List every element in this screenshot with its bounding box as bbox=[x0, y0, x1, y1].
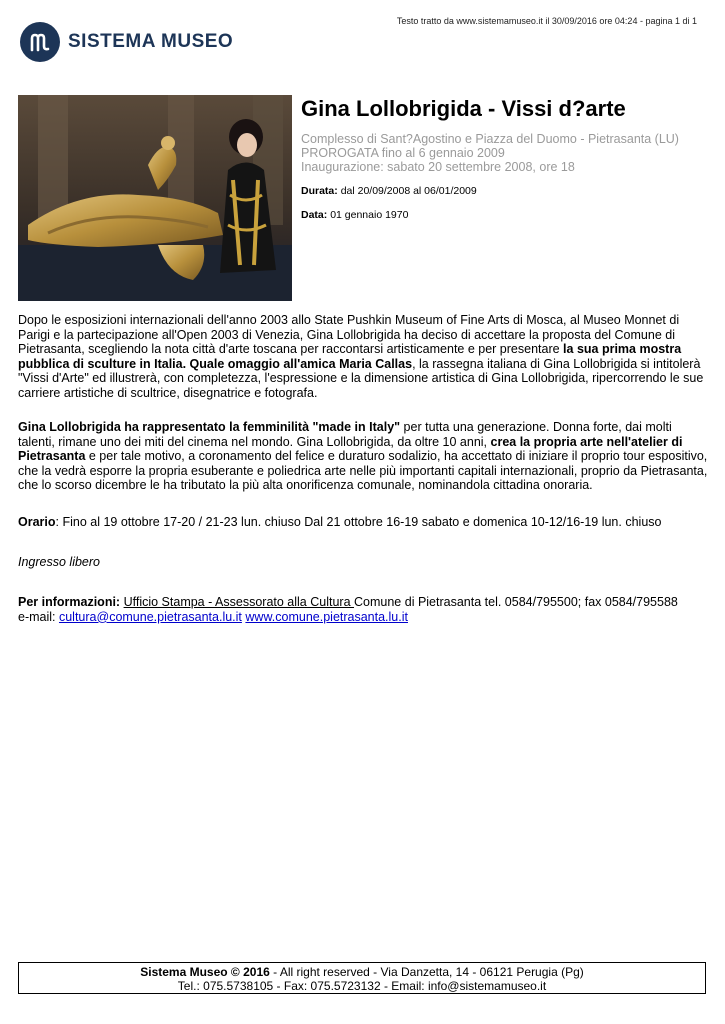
opening-hours-label: Orario bbox=[18, 515, 56, 529]
page-footer bbox=[18, 962, 706, 994]
logo-text: SISTEMA MUSEO bbox=[68, 31, 234, 52]
intro-text-b: , la rassegna italiana di Gina Lollobrigida si intitolerà "Vissi d'Arte" ed illustrerà, con completezza, l'espressione e la dimensione artistica di Gina Lollobrigida, ripercorrendo le sue carriere artistiche di scultrice, disegnatrice e fotografa. bbox=[18, 356, 704, 400]
footer-address: - All right reserved - Via Danzetta, 14 - 06121 Perugia (Pg) bbox=[269, 965, 584, 979]
event-title: Gina Lollobrigida - Vissi d?arte bbox=[301, 96, 626, 121]
duration-value: dal 20/09/2008 al 06/01/2009 bbox=[340, 185, 477, 197]
date-label: Data: bbox=[301, 209, 328, 221]
contact-text: Comune di Pietrasanta tel. 0584/795500; fax 0584/795588 bbox=[354, 595, 678, 609]
sistema-museo-logo-icon bbox=[20, 22, 60, 62]
intro-text-bold: la sua prima mostra pubblica di sculture in Italia. Quale omaggio all'amica Maria Callas bbox=[18, 342, 682, 371]
contact-info bbox=[18, 595, 708, 624]
admission-note bbox=[18, 555, 708, 570]
intro-paragraph bbox=[18, 313, 708, 401]
event-date bbox=[301, 209, 408, 221]
website-link[interactable]: www.comune.pietrasanta.lu.it bbox=[245, 609, 408, 624]
artist-paragraph bbox=[18, 420, 708, 493]
footer-copyright: Sistema Museo © 2016 bbox=[140, 965, 270, 979]
site-logo[interactable] bbox=[20, 22, 233, 62]
footer-line-1 bbox=[19, 965, 705, 979]
artist-text-bold-2: crea la propria arte nell'atelier di Pietrasanta bbox=[18, 434, 683, 464]
event-inauguration: Inaugurazione: sabato 20 settembre 2008, ore 18 bbox=[301, 160, 575, 174]
artist-text-bold-1: Gina Lollobrigida ha rappresentato la femminilità "made in Italy" bbox=[18, 420, 401, 434]
event-location: Complesso di Sant?Agostino e Piazza del Duomo - Pietrasanta (LU) bbox=[301, 132, 679, 146]
contact-label: Per informazioni: bbox=[18, 595, 121, 609]
footer-contacts: Tel.: 075.5738105 - Fax: 075.5723132 - Email: info@sistemamuseo.it bbox=[177, 979, 547, 993]
intro-text-a: Dopo le esposizioni internazionali dell'anno 2003 allo State Pushkin Museum of Fine Arts di Mosca, al Museo Monnet di Parigi e la partecipazione all'Open 2003 di Venezia, Gina Lollobrigida ha deciso di accettare la proposta del Comune di Pietrasanta, scegliendo la nota città d'arte toscana per raccontarsi artisticamente e per presentare bbox=[18, 313, 680, 357]
event-extension-note: PROROGATA fino al 6 gennaio 2009 bbox=[301, 146, 505, 160]
opening-hours bbox=[18, 515, 708, 530]
event-subtitle bbox=[301, 132, 701, 174]
email-link[interactable]: cultura@comune.pietrasanta.lu.it bbox=[58, 609, 242, 624]
artist-text-b: e per tale motivo, a coronamento del felice e duraturo sodalizio, ha accettato di iniziare il proprio tour espositivo, che la vedrà esporre la propria esuberante e poliedrica arte nelle più importanti capitali internazionali, proprio da Pietrasanta, che lo scorso dicembre le ha tributato la più alta onorificenza comunale, nominandola cittadina onoraria. bbox=[18, 449, 708, 493]
artist-text-a: per tutta una generazione. Donna forte, dai molti talenti, rimane uno dei miti del cinema nel mondo. Gina Lollobrigida, da oltre 10 anni, bbox=[18, 420, 672, 449]
opening-hours-text: : Fino al 19 ottobre 17-20 / 21-23 lun. chiuso Dal 21 ottobre 16-19 sabato e domenica 10-12/16-19 lun. chiuso bbox=[55, 515, 662, 529]
event-duration bbox=[301, 185, 477, 197]
email-label: e-mail: bbox=[18, 609, 59, 624]
admission-text: Ingresso libero bbox=[18, 555, 100, 569]
duration-label: Durata: bbox=[301, 185, 338, 197]
date-value: 01 gennaio 1970 bbox=[330, 209, 409, 221]
press-office-link[interactable]: Ufficio Stampa - Assessorato alla Cultura bbox=[123, 595, 355, 609]
source-note: Testo tratto da www.sistemamuseo.it il 30/09/2016 ore 04:24 - pagina 1 di 1 bbox=[396, 16, 697, 26]
event-photo bbox=[18, 95, 292, 301]
